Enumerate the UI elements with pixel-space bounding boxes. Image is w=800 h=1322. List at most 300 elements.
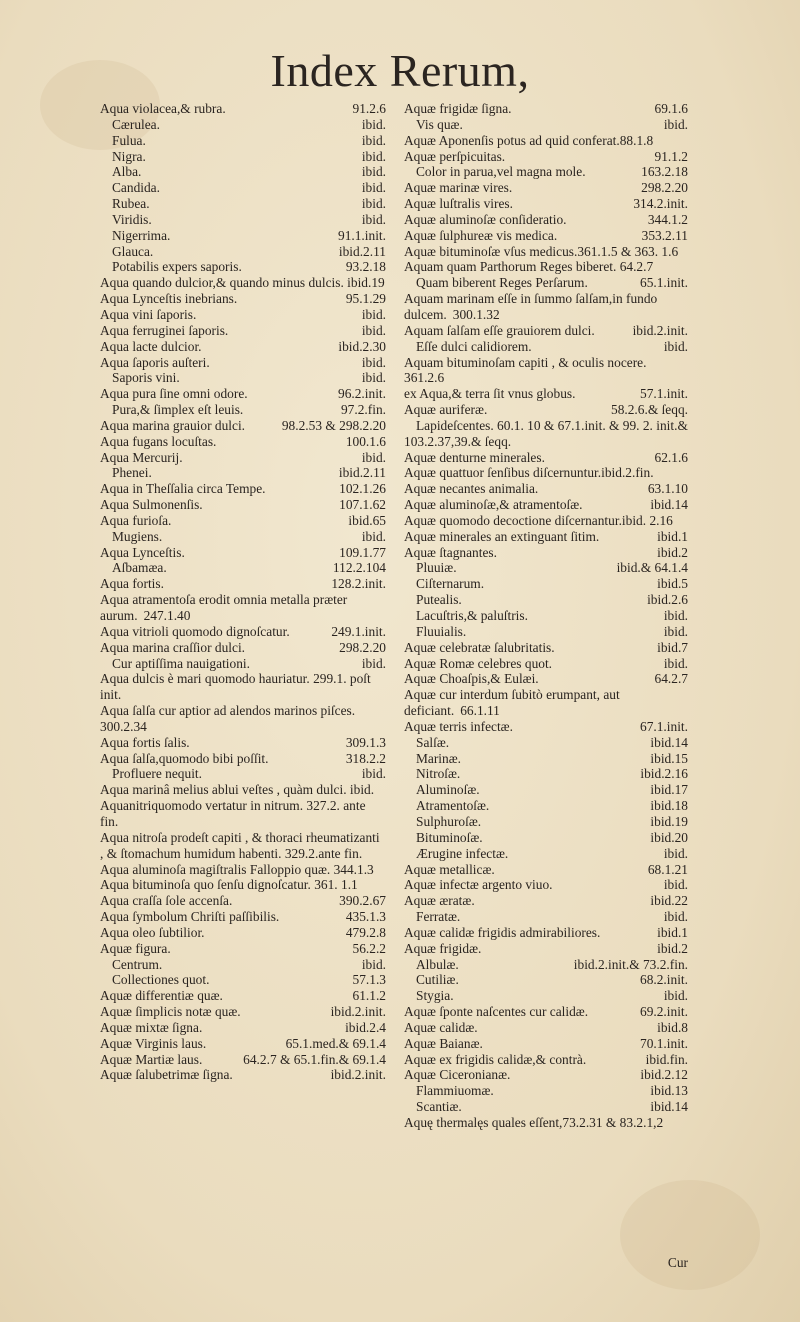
- entry-text: Aqua quando dulcior,& quando minus dulcis. ibid.19: [100, 275, 385, 291]
- entry-text: Albulæ.: [416, 956, 459, 972]
- entry-text: Aquæ ex frigidis calidæ,& contrà.: [404, 1051, 587, 1067]
- index-entry: [100, 703, 386, 735]
- entry-text: Aqua marinâ melius ablui veſtes , quàm dulci. ibid.: [100, 782, 375, 798]
- index-entry: [100, 560, 386, 576]
- entry-text: Aquæ infectæ argento viuo.: [404, 877, 553, 893]
- entry-reference: 68.1.21: [647, 861, 688, 877]
- index-entry: [100, 529, 386, 545]
- entry-reference: 57.1.init.: [640, 386, 688, 402]
- entry-reference: ibid.2.16: [640, 766, 688, 782]
- entry-text: Aquæ ſimplicis notæ quæ.: [100, 1004, 241, 1020]
- entry-reference: 247.1.40: [143, 608, 191, 623]
- index-entry: [404, 545, 688, 561]
- entry-text: Aquæ figura.: [100, 940, 171, 956]
- entry-reference: 96.2.init.: [338, 386, 386, 402]
- entry-text: Aquæ cur interdum ſubitò erumpant, aut deficiant.: [404, 687, 620, 719]
- entry-reference: 91.1.2: [654, 148, 688, 164]
- entry-text: Nitroſæ.: [416, 766, 461, 782]
- entry-text: Aquæ Virginis laus.: [100, 1035, 207, 1051]
- entry-text: Aqua Lynceſtis.: [100, 544, 185, 560]
- index-entry: [100, 244, 386, 260]
- index-entry: [404, 117, 688, 133]
- entry-reference: ibid.: [361, 766, 386, 782]
- entry-text: Aquæ quomodo decoctione diſcernantur.ibid. 2.16: [404, 512, 673, 528]
- entry-text: Aquæ celebratæ ſalubritatis.: [404, 639, 555, 655]
- entry-reference: 64.2.7: [654, 671, 688, 687]
- index-entry: [100, 1020, 386, 1036]
- entry-text: Ærugine infectæ.: [416, 845, 509, 861]
- entry-text: Aqua craſſa ſole accenſa.: [100, 893, 233, 909]
- entry-text: Aquæ ſalubetrimæ ſigna.: [100, 1067, 233, 1083]
- entry-text: Aqua fortis ſalis.: [100, 734, 190, 750]
- index-entry: [100, 862, 386, 878]
- entry-text: Aqua ſalſa cur aptior ad alendos marinos piſces. 300.2.34: [100, 703, 356, 734]
- entry-reference: 69.1.6: [654, 101, 688, 116]
- index-entry: [404, 608, 688, 624]
- entry-reference: 57.1.3: [352, 972, 386, 988]
- index-entry: [404, 972, 688, 988]
- entry-reference: 109.1.77: [339, 544, 386, 560]
- index-entry: [404, 101, 688, 117]
- entry-reference: ibid.: [663, 623, 688, 639]
- entry-reference: ibid.: [361, 164, 386, 180]
- entry-text: Ciſternarum.: [416, 576, 485, 592]
- entry-text: Aquæ terris infectæ.: [404, 718, 513, 734]
- entry-text: Aqua ſaporis auſteri.: [100, 354, 210, 370]
- entry-text: Aquæ perſpicuitas.: [404, 148, 506, 164]
- entry-reference: 309.1.3: [345, 734, 386, 750]
- entry-text: Bituminoſæ.: [416, 829, 483, 845]
- entry-text: Centrum.: [112, 956, 163, 972]
- index-entry: [100, 418, 386, 434]
- entry-text: Aqua marina craſſior dulci.: [100, 639, 246, 655]
- entry-text: Aqua atramentoſa erodit omnia metalla præter aurum.: [100, 592, 348, 623]
- entry-text: Aquam marinam eſſe in ſummo ſalſam,in fundo dulcem.: [404, 291, 658, 322]
- entry-reference: 61.1.2: [352, 988, 386, 1004]
- index-entry: [100, 640, 386, 656]
- entry-reference: 344.1.2: [647, 211, 688, 227]
- index-entry: [404, 259, 688, 275]
- entry-text: Cutiliæ.: [416, 972, 459, 988]
- index-entry: [404, 291, 688, 323]
- index-entry: [404, 149, 688, 165]
- entry-text: Aquæ calidæ.: [404, 1019, 478, 1035]
- entry-text: Fulua.: [112, 132, 146, 148]
- entry-reference: ibid.1: [657, 528, 688, 544]
- index-entry: [404, 830, 688, 846]
- index-entry: [100, 656, 386, 672]
- index-entry: [404, 751, 688, 767]
- entry-reference: ibid.2: [657, 544, 688, 560]
- entry-text: Aquæ ſulphureæ vis medica.: [404, 227, 558, 243]
- entry-reference: ibid.: [663, 116, 688, 132]
- index-entry: [100, 497, 386, 513]
- index-entry: [100, 592, 386, 624]
- entry-text: Aquę thermalęs quales eſſent,73.2.31 & 83.2.1,2: [404, 1115, 664, 1130]
- index-entry: [404, 1099, 688, 1115]
- index-entry: [404, 465, 688, 481]
- entry-reference: 249.1.init.: [331, 623, 386, 639]
- index-entry: [404, 624, 688, 640]
- index-entry: [100, 1052, 386, 1068]
- entry-reference: ibid.14: [650, 497, 688, 513]
- index-entry: [404, 164, 688, 180]
- index-entry: [404, 941, 688, 957]
- entry-text: Collectiones quot.: [112, 972, 210, 988]
- entry-text: Aquæ denturne minerales.: [404, 449, 545, 465]
- entry-text: Scantiæ.: [416, 1099, 462, 1115]
- entry-reference: ibid.2.12: [640, 1067, 688, 1083]
- entry-reference: ibid.& 64.1.4: [616, 560, 688, 576]
- index-entry: [404, 180, 688, 196]
- entry-text: Aqua fortis.: [100, 576, 164, 592]
- index-entry: [100, 434, 386, 450]
- index-entry: [100, 402, 386, 418]
- entry-text: Aquæ frigidæ.: [404, 940, 482, 956]
- entry-text: Aqua in Theſſalia circa Tempe.: [100, 481, 266, 497]
- index-entry: [404, 592, 688, 608]
- index-entry: [404, 893, 688, 909]
- entry-reference: 91.2.6: [352, 101, 386, 116]
- entry-reference: 314.2.init.: [633, 196, 688, 212]
- entry-text: Profluere nequit.: [112, 766, 202, 782]
- entry-text: Aqua bituminoſa quo ſenſu dignoſcatur. 361. 1.1: [100, 877, 358, 893]
- entry-text: Aquæ aluminoſæ,& atramentoſæ.: [404, 497, 583, 513]
- entry-text: Aquæ quattuor ſenſibus diſcernuntur.ibid.2.fin.: [404, 465, 654, 481]
- entry-reference: 64.2.7 & 65.1.fin.& 69.1.4: [243, 1051, 386, 1067]
- index-entry: [100, 545, 386, 561]
- entry-reference: 479.2.8: [345, 924, 386, 940]
- index-entry: [100, 117, 386, 133]
- entry-reference: 65.1.med.& 69.1.4: [285, 1035, 386, 1051]
- entry-text: ex Aqua,& terra ſit vnus globus.: [404, 386, 576, 402]
- entry-reference: ibid.7: [657, 639, 688, 655]
- entry-reference: ibid.20: [650, 829, 688, 845]
- entry-reference: ibid.: [361, 322, 386, 338]
- entry-text: Potabilis expers saporis.: [112, 259, 242, 275]
- entry-text: Aſbamæa.: [112, 560, 167, 576]
- entry-text: Saporis vini.: [112, 370, 180, 386]
- entry-reference: ibid.18: [650, 798, 688, 814]
- entry-text: Aqua vini ſaporis.: [100, 306, 197, 322]
- entry-reference: ibid.17: [650, 782, 688, 798]
- entry-text: Quam biberent Reges Perſarum.: [416, 275, 588, 291]
- entry-reference: ibid.2.30: [338, 338, 386, 354]
- entry-reference: ibid.14: [650, 734, 688, 750]
- entry-text: Aqua lacte dulcior.: [100, 338, 202, 354]
- index-entry: [100, 766, 386, 782]
- entry-reference: ibid.: [663, 909, 688, 925]
- index-entry: [404, 1020, 688, 1036]
- entry-reference: ibid.2.init.: [632, 322, 688, 338]
- index-entry: [100, 212, 386, 228]
- entry-text: Aquæ Martiæ laus.: [100, 1051, 203, 1067]
- entry-reference: 91.1.init.: [338, 227, 386, 243]
- entry-text: Aluminoſæ.: [416, 782, 480, 798]
- index-entry: [100, 877, 386, 893]
- entry-text: Aquæ minerales an extinguant ſitim.: [404, 528, 600, 544]
- entry-text: Cur aptiſſima nauigationi.: [112, 655, 250, 671]
- entry-reference: ibid.2.init.: [330, 1067, 386, 1083]
- entry-reference: 67.1.init.: [640, 718, 688, 734]
- index-entry: [404, 862, 688, 878]
- index-entry: [404, 355, 688, 387]
- entry-text: Aquæ frigidæ ſigna.: [404, 101, 512, 116]
- entry-text: Aquæ calidæ frigidis admirabiliores.: [404, 924, 601, 940]
- entry-text: Aquæ Baianæ.: [404, 1035, 483, 1051]
- entry-reference: 93.2.18: [345, 259, 386, 275]
- index-entry: [100, 671, 386, 703]
- entry-reference: ibid.2.init.& 73.2.fin.: [573, 956, 688, 972]
- entry-reference: 298.2.20: [339, 639, 386, 655]
- entry-reference: ibid.1: [657, 924, 688, 940]
- index-entry: [404, 735, 688, 751]
- index-entry: [404, 513, 688, 529]
- page-title: Index Rerum,: [270, 45, 530, 96]
- index-entry: [404, 640, 688, 656]
- entry-text: Aqua Mercurij.: [100, 449, 183, 465]
- entry-reference: 70.1.init.: [640, 1035, 688, 1051]
- index-entry: [404, 846, 688, 862]
- entry-text: Pluuiæ.: [416, 560, 457, 576]
- index-entry: [100, 291, 386, 307]
- entry-text: Color in parua,vel magna mole.: [416, 164, 586, 180]
- entry-text: Aquæ ſtagnantes.: [404, 544, 497, 560]
- index-entry: [100, 782, 386, 798]
- index-entry: [100, 355, 386, 371]
- paper-stain: [620, 1180, 760, 1290]
- index-entry: [404, 576, 688, 592]
- entry-reference: ibid.: [663, 655, 688, 671]
- entry-text: Eſſe dulci calidiorem.: [416, 338, 532, 354]
- entry-reference: ibid.: [361, 196, 386, 212]
- entry-text: Aquæ bituminoſæ vſus medicus.361.1.5 & 363. 1.6: [404, 243, 679, 259]
- entry-text: Lapideſcentes. 60.1. 10 & 67.1.init. & 99. 2. init.& 103.2.37,39.& ſeqq.: [404, 417, 688, 449]
- index-entry: [404, 481, 688, 497]
- entry-text: Stygia.: [416, 988, 454, 1004]
- entry-text: Vis quæ.: [416, 116, 463, 132]
- entry-text: Aquæ Ciceronianæ.: [404, 1067, 511, 1083]
- entry-reference: ibid.: [361, 370, 386, 386]
- index-entry: [404, 719, 688, 735]
- entry-reference: 58.2.6.& ſeqq.: [611, 402, 688, 418]
- index-entry: [404, 386, 688, 402]
- entry-text: Aqua ferruginei ſaporis.: [100, 322, 229, 338]
- entry-reference: ibid.15: [650, 750, 688, 766]
- index-entry: [404, 529, 688, 545]
- entry-text: Aquæ necantes animalia.: [404, 481, 539, 497]
- entry-text: Aqua marina grauior dulci.: [100, 417, 246, 433]
- entry-reference: ibid.: [361, 528, 386, 544]
- entry-reference: 69.2.init.: [640, 1004, 688, 1020]
- entry-reference: ibid.fin.: [645, 1051, 688, 1067]
- index-entry: [100, 259, 386, 275]
- entry-reference: 300.1.32: [452, 306, 500, 322]
- entry-text: Viridis.: [112, 211, 152, 227]
- entry-reference: ibid.2: [657, 940, 688, 956]
- entry-text: Aquæ æratæ.: [404, 893, 475, 909]
- index-entry: [100, 1067, 386, 1083]
- entry-reference: 435.1.3: [345, 909, 386, 925]
- entry-text: Marinæ.: [416, 750, 462, 766]
- entry-text: Candida.: [112, 180, 160, 196]
- index-entry: [100, 972, 386, 988]
- index-column-left: [100, 101, 386, 1083]
- entry-text: Pura,& ſimplex eſt leuis.: [112, 402, 244, 418]
- entry-reference: ibid.: [663, 845, 688, 861]
- entry-reference: ibid.: [361, 211, 386, 227]
- entry-text: Aquæ metallicæ.: [404, 861, 495, 877]
- index-column-right: [404, 101, 688, 1131]
- index-entry: [404, 1115, 688, 1131]
- index-entry: [404, 497, 688, 513]
- index-entry: [404, 1067, 688, 1083]
- entry-reference: 107.1.62: [339, 497, 386, 513]
- entry-reference: ibid.: [361, 956, 386, 972]
- entry-text: Aquæ Choaſpis,& Eulæi.: [404, 671, 539, 687]
- entry-text: Aquam bituminoſam capiti , & oculis nocere. 361.2.6: [404, 354, 647, 386]
- entry-reference: 128.2.init.: [331, 576, 386, 592]
- entry-text: Aquam ſalſam eſſe grauiorem dulci.: [404, 322, 595, 338]
- entry-reference: 318.2.2: [345, 750, 386, 766]
- entry-reference: ibid.13: [650, 1083, 688, 1099]
- entry-reference: ibid.2.init.: [330, 1004, 386, 1020]
- index-entry: [404, 814, 688, 830]
- index-entry: [100, 149, 386, 165]
- entry-text: Aqua ſalſa,quomodo bibi poſſit.: [100, 750, 269, 766]
- index-entry: [100, 624, 386, 640]
- entry-text: Fluuialis.: [416, 623, 467, 639]
- index-entry: [404, 766, 688, 782]
- entry-reference: ibid.: [663, 877, 688, 893]
- entry-text: Aqua ſymbolum Chriſti paſſibilis.: [100, 909, 280, 925]
- index-entry: [100, 465, 386, 481]
- index-entry: [100, 370, 386, 386]
- index-entry: [404, 925, 688, 941]
- entry-reference: 163.2.18: [641, 164, 688, 180]
- index-entry: [404, 656, 688, 672]
- index-entry: [404, 1083, 688, 1099]
- catchword: Cur: [667, 1255, 688, 1270]
- entry-text: Sulphuroſæ.: [416, 813, 482, 829]
- entry-reference: 68.2.init.: [640, 972, 688, 988]
- entry-text: Aquæ mixtæ ſigna.: [100, 1019, 203, 1035]
- entry-text: Aqua violacea,& rubra.: [100, 101, 226, 116]
- entry-text: Aquæ marinæ vires.: [404, 180, 513, 196]
- entry-text: Cærulea.: [112, 116, 160, 132]
- entry-text: Aqua dulcis è mari quomodo hauriatur. 299.1. poſt init.: [100, 671, 371, 703]
- index-entry: [100, 798, 386, 830]
- entry-reference: ibid.: [361, 116, 386, 132]
- entry-text: Aqua fugans locuſtas.: [100, 433, 217, 449]
- entry-reference: 62.1.6: [654, 449, 688, 465]
- entry-reference: 98.2.53 & 298.2.20: [281, 417, 386, 433]
- entry-reference: 390.2.67: [339, 893, 386, 909]
- entry-text: Flammiuomæ.: [416, 1083, 494, 1099]
- entry-text: Putealis.: [416, 592, 462, 608]
- index-entry: [100, 1004, 386, 1020]
- entry-reference: 100.1.6: [345, 433, 386, 449]
- entry-text: Aquanitriquomodo vertatur in nitrum. 327.2. ante fin.: [100, 798, 366, 829]
- index-entry: [100, 909, 386, 925]
- index-entry: [404, 1052, 688, 1068]
- entry-text: Aquæ ſponte naſcentes cur calidæ.: [404, 1004, 589, 1020]
- entry-text: Salſæ.: [416, 734, 450, 750]
- entry-reference: ibid.: [361, 354, 386, 370]
- entry-reference: 102.1.26: [339, 481, 386, 497]
- entry-text: Nigra.: [112, 148, 146, 164]
- index-entry: [100, 830, 386, 862]
- entry-reference: ibid.2.4: [345, 1019, 386, 1035]
- index-entry: [404, 671, 688, 687]
- index-entry: [100, 339, 386, 355]
- entry-text: Aqua nitroſa prodeſt capiti , & thoraci rheumatizanti , & ſtomachum humidum habenti. 329.2.ante fin.: [100, 829, 380, 861]
- entry-text: Aquæ auriferæ.: [404, 402, 488, 418]
- entry-reference: ibid.: [361, 148, 386, 164]
- index-entry: [404, 402, 688, 418]
- index-entry: [404, 244, 688, 260]
- index-entry: [100, 133, 386, 149]
- entry-reference: 298.2.20: [641, 180, 688, 196]
- entry-reference: 97.2.fin.: [340, 402, 386, 418]
- index-entry: [100, 307, 386, 323]
- entry-reference: 63.1.10: [647, 481, 688, 497]
- entry-text: Aqua oleo ſubtilior.: [100, 924, 205, 940]
- entry-reference: ibid.: [361, 306, 386, 322]
- entry-reference: 65.1.init.: [640, 275, 688, 291]
- index-entry: [404, 1036, 688, 1052]
- entry-reference: ibid.: [361, 449, 386, 465]
- index-entry: [100, 941, 386, 957]
- entry-text: Phenei.: [112, 465, 152, 481]
- entry-reference: 56.2.2: [352, 940, 386, 956]
- entry-reference: ibid.2.11: [338, 243, 386, 259]
- entry-reference: ibid.14: [650, 1099, 688, 1115]
- entry-reference: ibid.: [663, 338, 688, 354]
- index-entry: [100, 386, 386, 402]
- index-entry: [100, 164, 386, 180]
- entry-text: Ferratæ.: [416, 909, 461, 925]
- index-entry: [404, 450, 688, 466]
- entry-reference: ibid.22: [650, 893, 688, 909]
- index-entry: [100, 925, 386, 941]
- index-entry: [404, 418, 688, 450]
- index-entry: [100, 751, 386, 767]
- index-entry: [404, 988, 688, 1004]
- entry-reference: ibid.: [663, 988, 688, 1004]
- entry-text: Glauca.: [112, 243, 154, 259]
- entry-text: Aquæ Aponenſis potus ad quid conferat.88.1.8: [404, 132, 654, 148]
- entry-text: Aquam quam Parthorum Reges biberet. 64.2.7: [404, 259, 654, 275]
- entry-text: Aqua Lynceſtis inebrians.: [100, 291, 238, 307]
- index-entry: [100, 1036, 386, 1052]
- index-entry: [100, 101, 386, 117]
- entry-text: Aqua aluminoſa magiſtralis Falloppio quæ. 344.1.3: [100, 861, 374, 877]
- entry-reference: ibid.: [663, 608, 688, 623]
- index-entry: [404, 687, 688, 719]
- index-entry: [100, 735, 386, 751]
- entry-text: Aqua vitrioli quomodo dignoſcatur.: [100, 623, 290, 639]
- entry-text: Aqua furioſa.: [100, 512, 172, 528]
- index-entry: [100, 275, 386, 291]
- index-entry: [100, 180, 386, 196]
- entry-reference: ibid.8: [657, 1019, 688, 1035]
- index-entry: [100, 481, 386, 497]
- index-entry: [404, 560, 688, 576]
- entry-text: Aquæ luſtralis vires.: [404, 196, 513, 212]
- entry-reference: ibid.65: [348, 512, 386, 528]
- entry-reference: ibid.2.6: [647, 592, 688, 608]
